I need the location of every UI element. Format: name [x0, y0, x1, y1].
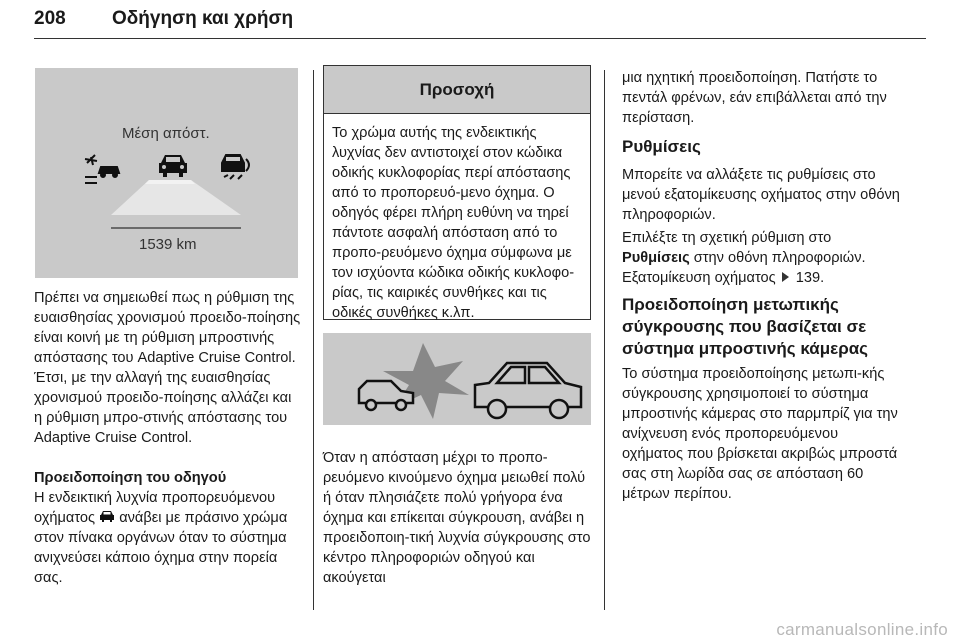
settings-select-end: στην οθόνη πληροφοριών. — [693, 250, 866, 266]
settings-select-paragraph — [622, 228, 902, 268]
page-reference-link[interactable]: 139. — [795, 270, 825, 286]
rear-car-icon — [475, 363, 581, 418]
vehicle-ahead-icon — [99, 510, 115, 523]
adaptive-cruise-icon — [222, 155, 249, 179]
settings-heading: Ρυθμίσεις — [622, 137, 701, 156]
personalization-reference — [622, 268, 902, 288]
caution-box — [323, 65, 591, 320]
collision-warning-icon — [85, 155, 119, 183]
settings-paragraph: Μπορείτε να αλλάξετε τις ρυθμίσεις στο μενού εξατομίκευσης οχήματος στην οθόνη πληροφοριών. — [622, 167, 900, 223]
right-paragraph-cont: μια ηχητική προειδοποίηση. Πατήστε το πεντάλ φρένων, εάν επιβάλλεται από την περίσταση. — [622, 70, 887, 126]
display-illustration — [35, 68, 298, 278]
instrument-display-figure — [35, 68, 298, 278]
caution-title: Προσοχή — [324, 66, 590, 114]
front-car-icon — [359, 381, 413, 410]
collision-figure — [323, 333, 591, 425]
page-title: Οδήγηση και χρήση — [112, 8, 294, 29]
caution-text: Το χρώμα αυτής της ενδεικτικής λυχνίας δεν αντιστοιχεί στον κώδικα οδικής κυκλοφορίας περί απόστασης από το προπορευό-μενο όχημα. Ο οδηγός φέρει πλήρη ευθύνη να τηρεί πάντοτε ασφαλή απόσταση από το προπο-ρευόμενο όχημα σύμφωνα με τον ισχύοντα κώδικα οδικής κυκλοφο-ρίας, τις καιρικές συνθήκες και τις οδικές συνθήκες κ.λπ. — [332, 125, 575, 321]
car-front-icon — [159, 155, 187, 177]
forward-collision-paragraph: Το σύστημα προειδοποίησης μετωπι-κής σύγκρουσης χρησιμοποιεί το σύστημα μπροστινής κάμερας στο παρμπρίζ για την ανίχνευση ενός προπορευόμενου οχήματος που βρίσκεται ακριβώς μπροστά σας στη λωρίδα σας σε απόσταση 60 μέτρων περίπου. — [622, 366, 898, 502]
page-number: 208 — [34, 8, 66, 29]
column-divider-2 — [604, 70, 605, 610]
left-paragraph-2 — [34, 488, 302, 588]
driver-warning-heading: Προειδοποίηση του οδηγού — [34, 470, 227, 486]
column-divider-1 — [313, 70, 314, 610]
display-label: Μέση απόστ. — [122, 125, 210, 142]
header-rule — [34, 38, 926, 39]
watermark: carmanualsonline.info — [776, 620, 948, 639]
forward-collision-heading: Προειδοποίηση μετωπικής σύγκρουσης που βασίζεται σε σύστημα μπροστινής κάμερας — [622, 295, 869, 358]
settings-menu-label: Ρυθμίσεις — [622, 250, 690, 266]
page-reference-icon — [782, 272, 789, 282]
middle-paragraph: Όταν η απόσταση μέχρι το προπο-ρευόμενο κινούμενο όχημα μειωθεί πολύ ή όταν πλησιάζετε πολύ γρήγορα ένα όχημα και επίκειται σύγκρουση, ανάβει η προειδοποιη-τική λυχνία σύγκρουσης στο κέντρο πληροφοριών οδηγού και ακούγεται — [323, 450, 591, 586]
settings-select-start: Επιλέξτε τη σχετική ρύθμιση στο — [622, 230, 832, 246]
left-paragraph-2-start: Η ενδεικτική λυχνία προπορευόμενου οχήματος — [34, 490, 276, 526]
personalization-text: Εξατομίκευση οχήματος — [622, 270, 776, 286]
left-paragraph-1: Πρέπει να σημειωθεί πως η ρύθμιση της ευαισθησίας χρονισμού προειδο-ποίησης είναι κοινή με τη ρύθμιση μπροστινής απόστασης του Adaptive Cruise Control. Έτσι, με την αλλαγή της ευαισθησίας χρονισμού προειδο-ποίησης αλλάζει και η ρύθμιση μπρο-στινής απόστασης του Adaptive Cruise Control. — [34, 290, 301, 446]
road-area — [111, 180, 241, 215]
display-distance: 1539 km — [139, 236, 197, 253]
left-paragraph-2-end: ανάβει με πράσινο χρώμα στον πίνακα οργάνων όταν το σύστημα ανιχνεύσει κάποιο όχημα στην πορεία σας. — [34, 510, 288, 586]
collision-illustration — [323, 333, 591, 425]
